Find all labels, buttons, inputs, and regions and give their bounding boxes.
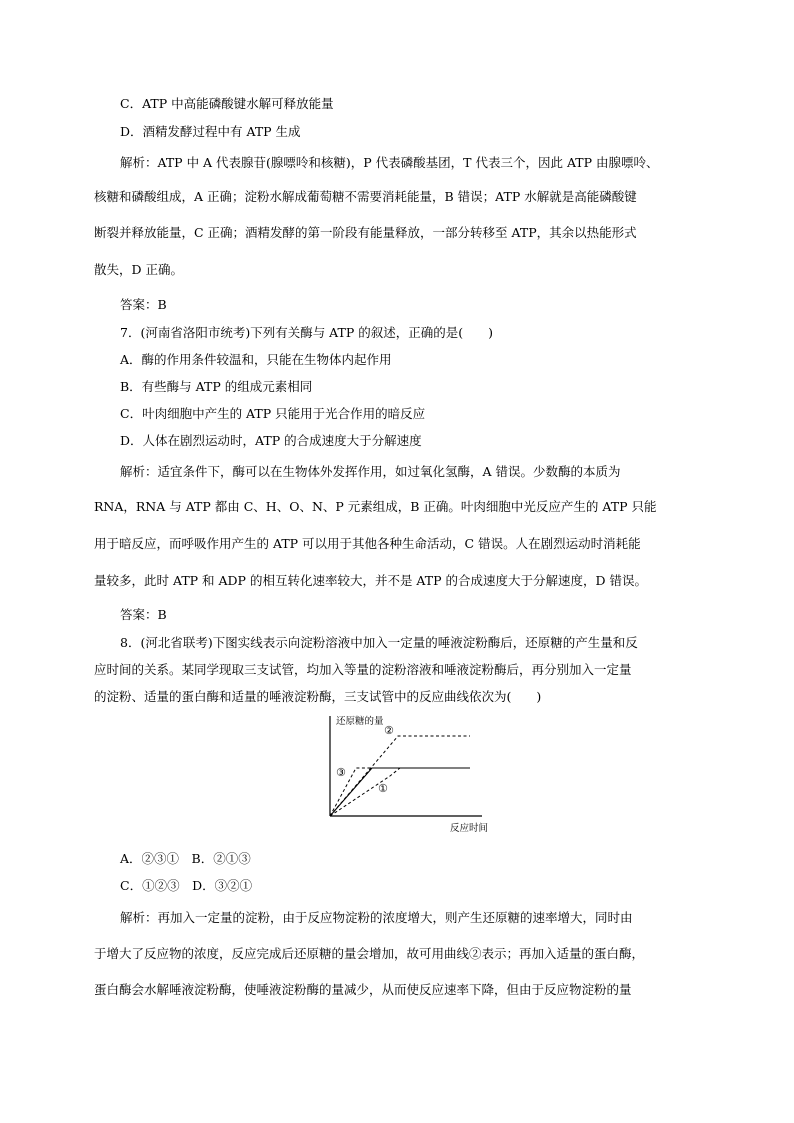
q7-option-d: D．人体在剧烈运动时，ATP 的合成速度大于分解速度 [120, 433, 422, 448]
q7-explanation-line: 用于暗反应，而呼吸作用产生的 ATP 可以用于其他各种生命活动，C 错误。人在剧烈运动时消耗能 [94, 536, 641, 551]
q7-explanation-line: 量较多，此时 ATP 和 ADP 的相互转化速率较大，并不是 ATP 的合成速度大于分解速度，D 错误。 [94, 573, 647, 588]
curve-label-1: ① [378, 782, 388, 795]
y-axis-label: 还原糖的量 [336, 716, 384, 727]
curve-label-3: ③ [336, 766, 346, 779]
q8-options-row-2: C．①②③ D．③②① [120, 878, 253, 893]
q8-stem-line: 应时间的关系。某同学现取三支试管，均加入等量的淀粉溶液和唾液淀粉酶后，再分别加入一定量 [94, 662, 632, 677]
q6-option-d: D．酒精发酵过程中有 ATP 生成 [120, 124, 301, 139]
q7-option-b: B．有些酶与 ATP 的组成元素相同 [120, 379, 313, 394]
q8-stem-line: 8．(河北省联考)下图实线表示向淀粉溶液中加入一定量的唾液淀粉酶后，还原糖的产生量和反 [120, 635, 638, 650]
q8-stem-line: 的淀粉、适量的蛋白酶和适量的唾液淀粉酶，三支试管中的反应曲线依次为( ) [94, 689, 542, 704]
q7-answer: 答案：B [120, 607, 167, 622]
q7-option-a: A．酶的作用条件较温和，只能在生物体内起作用 [120, 352, 392, 367]
q6-answer: 答案：B [120, 297, 167, 312]
q7-stem: 7．(河南省洛阳市统考)下列有关酶与 ATP 的叙述，正确的是( ) [120, 325, 493, 340]
q6-explanation-line: 散失，D 正确。 [94, 262, 183, 277]
q6-explanation-line: 断裂并释放能量，C 正确；酒精发酵的第一阶段有能量释放，一部分转移至 ATP，其余以热能形式 [94, 225, 637, 240]
q7-explanation-line: 解析：适宜条件下，酶可以在生物体外发挥作用，如过氧化氢酶，A 错误。少数酶的本质为 [120, 464, 621, 479]
q7-option-c: C．叶肉细胞中产生的 ATP 只能用于光合作用的暗反应 [120, 406, 426, 421]
q6-option-c: C．ATP 中高能磷酸键水解可释放能量 [120, 96, 334, 111]
q7-explanation-line: RNA，RNA 与 ATP 都由 C、H、O、N、P 元素组成，B 正确。叶肉细胞中光反应产生的 ATP 只能 [94, 499, 657, 514]
q6-explanation-line: 解析：ATP 中 A 代表腺苷(腺嘌呤和核糖)，P 代表磷酸基团，T 代表三个，因此 ATP 由腺嘌呤、 [120, 155, 659, 170]
curve-label-2: ② [384, 724, 394, 737]
curve-2-dashed [330, 736, 470, 816]
q8-explanation-line: 于增大了反应物的浓度，反应完成后还原糖的量会增加，故可用曲线②表示；再加入适量的蛋白酶， [94, 946, 645, 961]
q6-explanation-line: 核糖和磷酸组成，A 正确；淀粉水解成葡萄糖不需要消耗能量，B 错误；ATP 水解就是高能磷酸键 [94, 189, 637, 204]
q8-explanation-line: 解析：再加入一定量的淀粉，由于反应物淀粉的浓度增大，则产生还原糖的速率增大，同时由 [120, 910, 633, 925]
solid-curve [330, 768, 470, 816]
reaction-curve-figure [316, 712, 496, 836]
q8-explanation-line: 蛋白酶会水解唾液淀粉酶，使唾液淀粉酶的量减少，从而使反应速率下降，但由于反应物淀粉的量 [94, 982, 632, 997]
x-axis-label: 反应时间 [450, 823, 489, 834]
q8-options-row-1: A．②③① B．②①③ [120, 851, 251, 866]
